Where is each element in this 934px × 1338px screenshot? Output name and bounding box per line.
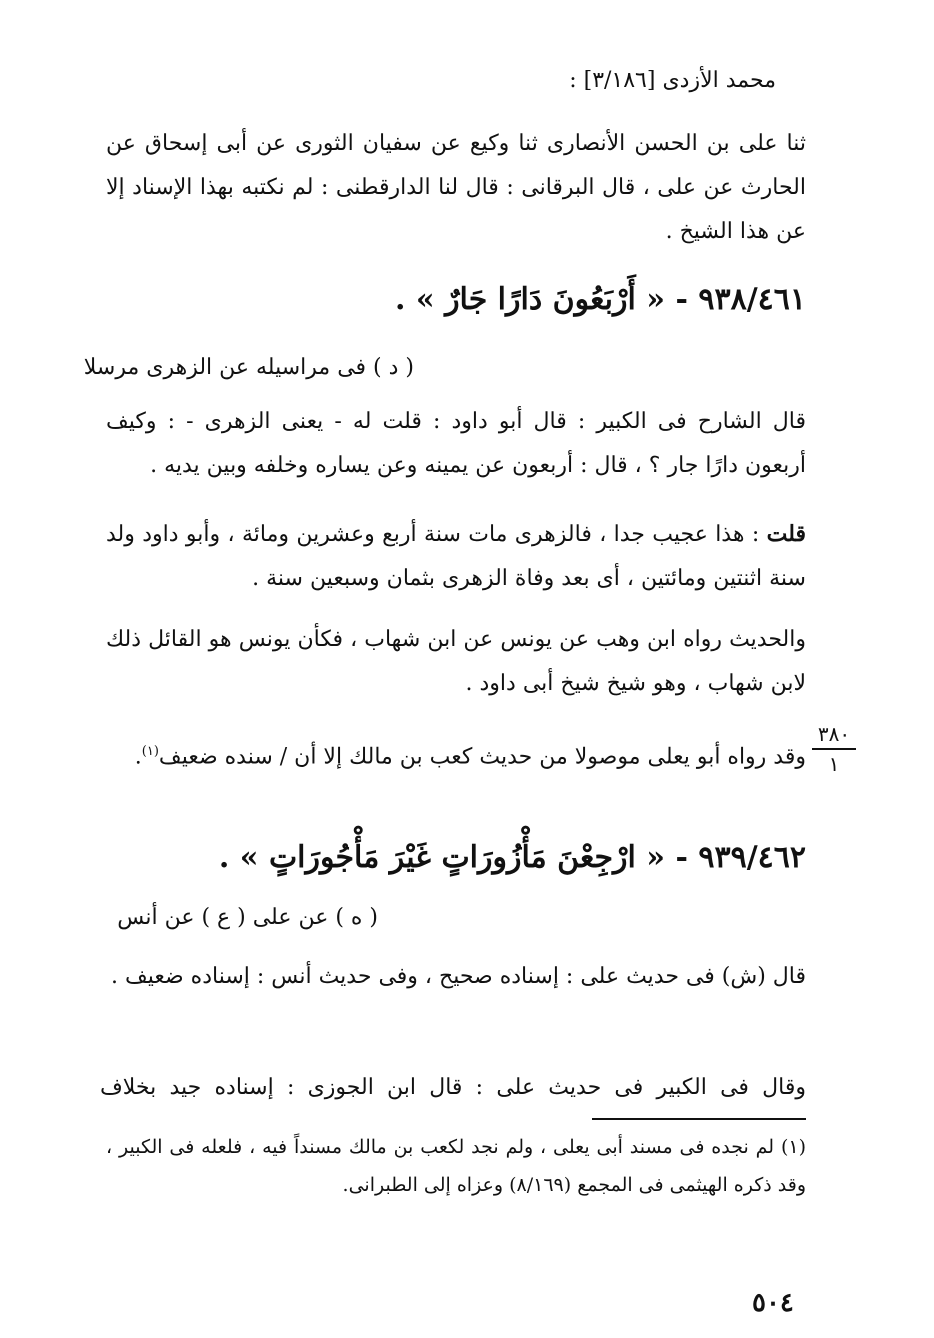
margin-marker-rule	[812, 748, 856, 750]
abu-yala-end: .	[134, 744, 142, 770]
hadith-source-461: ( د ) فى مراسيله عن الزهرى مرسلا	[83, 355, 414, 380]
paragraph-sharih: قال الشارح فى الكبير : قال أبو داود : قلت له - يعنى الزهرى - : وكيف أربعون دارًا جار ؟ ، قال : أربعون عن يمينه وعن يساره وخلفه وبين يديه .	[106, 409, 806, 478]
margin-marker-bottom: ١	[828, 752, 840, 776]
paragraph-abu-yala	[106, 730, 806, 779]
paragraph-kabir: وقال فى الكبير فى حديث على : قال ابن الجوزى : إسناده جيد بخلاف	[100, 1075, 806, 1100]
hadith-heading-461: ٩٣٨/٤٦١ - « أَرْبَعُونَ دَارًا جَارٌ » .	[394, 282, 806, 317]
abu-yala-text: وقد رواه أبو يعلى موصولا من حديث كعب بن مالك إلا أن / سنده ضعيف	[158, 744, 806, 770]
paragraph-ibn-wahb: والحديث رواه ابن وهب عن يونس عن ابن شهاب ، فكأن يونس هو القائل ذلك لابن شهاب ، وهو شيخ شيخ أبى داود .	[106, 627, 806, 696]
header-line: محمد الأزدى [٣/١٨٦] :	[569, 68, 776, 93]
footnote-ref[interactable]: (١)	[141, 744, 159, 759]
margin-marker-top: ٣٨٠	[817, 722, 851, 746]
hadith-heading-462: ٩٣٩/٤٦٢ - « ارْجِعْنَ مَأْزُورَاتٍ غَيْرَ مَأْجُورَاتٍ » .	[218, 840, 806, 875]
hadith-source-462: ( ه ) عن على ( ع ) عن أنس	[117, 905, 378, 930]
footnote-separator	[592, 1118, 806, 1120]
paragraph-sharh-isnad: قال (ش) فى حديث على : إسناده صحيح ، وفى حديث أنس : إسناده ضعيف .	[111, 964, 806, 989]
margin-page-marker	[804, 722, 864, 776]
footnote-1: (١) لم نجده فى مسند أبى يعلى ، ولم نجد لكعب بن مالك مسنداً فيه ، فلعله فى الكبير ، وقد ذكره الهيثمى فى المجمع (٨/١٦٩) وعزاه إلى الطبرانى.	[106, 1136, 806, 1196]
paragraph-isnad: ثنا على بن الحسن الأنصارى ثنا وكيع عن سفيان الثورى عن أبى إسحاق عن الحارث عن على ، قال البرقانى : قال لنا الدارقطنى : لم نكتبه بهذا الإسناد إلا عن هذا الشيخ .	[106, 131, 806, 244]
qultu-text: : هذا عجيب جدا ، فالزهرى مات سنة أربع وعشرين ومائة ، وأبو داود ولد سنة اثنتين ومائتين ، أى بعد وفاة الزهرى بثمان وسبعين سنة .	[106, 522, 806, 591]
paragraph-qultu	[106, 512, 806, 601]
qultu-label: قلت	[766, 521, 806, 547]
page-number: ٥٠٤	[752, 1288, 794, 1318]
